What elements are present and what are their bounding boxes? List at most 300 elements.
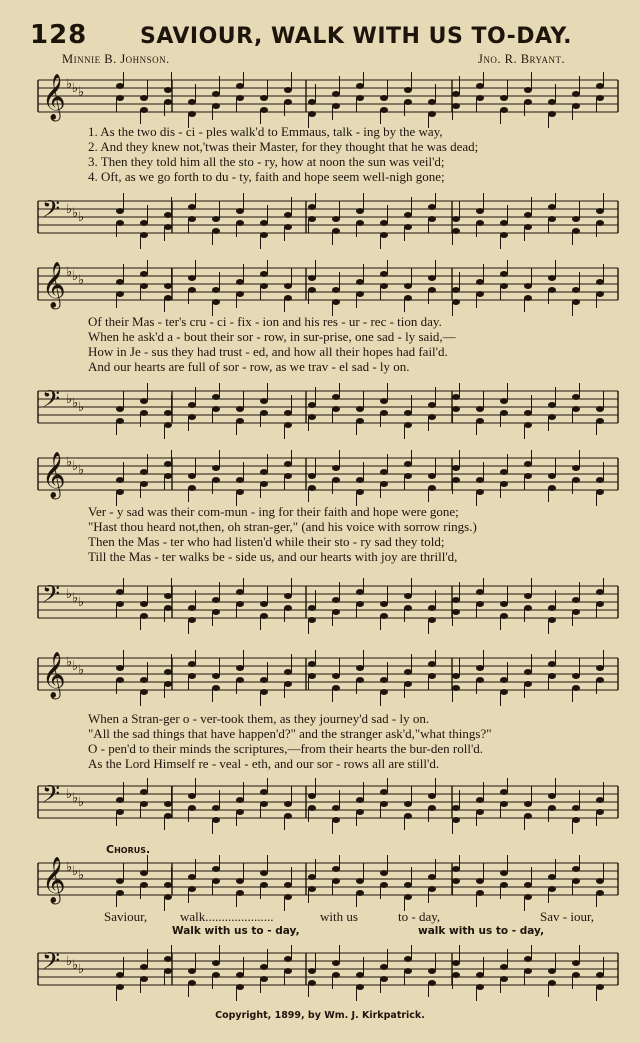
flat-icon: ♭ bbox=[72, 958, 79, 973]
note-head bbox=[404, 593, 412, 599]
note-head bbox=[116, 83, 124, 89]
note-head bbox=[500, 271, 508, 277]
note-head bbox=[356, 677, 364, 683]
note-head bbox=[188, 886, 196, 892]
note-head bbox=[380, 481, 388, 487]
flat-icon: ♭ bbox=[78, 663, 85, 678]
note-head bbox=[476, 220, 484, 226]
note-head bbox=[140, 271, 148, 277]
note-head bbox=[428, 473, 436, 479]
note-head bbox=[380, 271, 388, 277]
note-head bbox=[140, 964, 148, 970]
note-head bbox=[476, 279, 484, 285]
note-head bbox=[236, 809, 244, 815]
verse-line: 2. And they knew not,'twas their Master, for they thought that he was dead; bbox=[88, 139, 479, 154]
note-head bbox=[428, 886, 436, 892]
note-head bbox=[284, 669, 292, 675]
note-head bbox=[212, 477, 220, 483]
bass-staff-3 bbox=[0, 578, 640, 638]
flat-icon: ♭ bbox=[78, 273, 85, 288]
bass-clef-icon: 𝄢 bbox=[42, 580, 61, 613]
note-head bbox=[476, 95, 484, 101]
note-head bbox=[308, 793, 316, 799]
note-head bbox=[236, 95, 244, 101]
note-head bbox=[332, 465, 340, 471]
note-head bbox=[404, 212, 412, 218]
note-head bbox=[188, 414, 196, 420]
note-head bbox=[476, 83, 484, 89]
note-head bbox=[356, 418, 364, 424]
flat-icon: ♭ bbox=[66, 587, 73, 602]
note-head bbox=[284, 87, 292, 93]
note-head bbox=[140, 107, 148, 113]
note-head bbox=[572, 287, 580, 293]
note-head bbox=[236, 291, 244, 297]
note-head bbox=[500, 410, 508, 416]
note-head bbox=[164, 669, 172, 675]
note-head bbox=[140, 801, 148, 807]
bass-staff-1 bbox=[0, 193, 640, 253]
note-head bbox=[572, 394, 580, 400]
note-head bbox=[548, 473, 556, 479]
note-head bbox=[572, 465, 580, 471]
verse-line: O - pen'd to their minds the scriptures,—from their hearts the bur-den roll'd. bbox=[88, 741, 484, 756]
note-head bbox=[524, 473, 532, 479]
note-head bbox=[212, 394, 220, 400]
note-head bbox=[236, 477, 244, 483]
note-head bbox=[428, 617, 436, 623]
note-head bbox=[212, 960, 220, 966]
note-head bbox=[356, 220, 364, 226]
note-head bbox=[524, 669, 532, 675]
bass-clef-icon: 𝄢 bbox=[42, 385, 61, 418]
note-head bbox=[524, 801, 532, 807]
note-head bbox=[284, 681, 292, 687]
note-head bbox=[500, 220, 508, 226]
note-head bbox=[116, 489, 124, 495]
note-head bbox=[356, 972, 364, 978]
note-head bbox=[428, 793, 436, 799]
note-head bbox=[380, 107, 388, 113]
note-head bbox=[236, 83, 244, 89]
note-head bbox=[428, 968, 436, 974]
note-head bbox=[332, 817, 340, 823]
note-head bbox=[116, 601, 124, 607]
note-head bbox=[452, 299, 460, 305]
note-head bbox=[572, 228, 580, 234]
note-head bbox=[164, 882, 172, 888]
note-head bbox=[116, 809, 124, 815]
note-head bbox=[596, 95, 604, 101]
note-head bbox=[380, 601, 388, 607]
note-head bbox=[452, 805, 460, 811]
note-head bbox=[308, 485, 316, 491]
note-head bbox=[260, 870, 268, 876]
note-head bbox=[404, 894, 412, 900]
verse-line: Ver - y sad was their com-mun - ing for their faith and hope were gone; bbox=[88, 504, 459, 519]
note-head bbox=[284, 224, 292, 230]
note-head bbox=[404, 882, 412, 888]
note-head bbox=[596, 797, 604, 803]
note-head bbox=[452, 406, 460, 412]
note-head bbox=[140, 882, 148, 888]
note-head bbox=[116, 279, 124, 285]
note-head bbox=[500, 107, 508, 113]
note-head bbox=[284, 422, 292, 428]
note-head bbox=[188, 661, 196, 667]
note-head bbox=[356, 601, 364, 607]
note-head bbox=[332, 299, 340, 305]
note-head bbox=[428, 111, 436, 117]
note-head bbox=[212, 103, 220, 109]
note-head bbox=[452, 477, 460, 483]
note-head bbox=[596, 406, 604, 412]
note-head bbox=[452, 972, 460, 978]
note-head bbox=[452, 216, 460, 222]
note-head bbox=[332, 972, 340, 978]
bass-staff-2 bbox=[0, 383, 640, 443]
note-head bbox=[356, 208, 364, 214]
note-head bbox=[260, 398, 268, 404]
note-head bbox=[548, 673, 556, 679]
note-head bbox=[428, 402, 436, 408]
note-head bbox=[524, 593, 532, 599]
note-head bbox=[500, 882, 508, 888]
note-head bbox=[476, 589, 484, 595]
note-head bbox=[164, 605, 172, 611]
note-head bbox=[380, 964, 388, 970]
note-head bbox=[332, 673, 340, 679]
note-head bbox=[236, 220, 244, 226]
note-head bbox=[308, 886, 316, 892]
note-head bbox=[596, 677, 604, 683]
note-head bbox=[308, 968, 316, 974]
note-head bbox=[116, 95, 124, 101]
note-head bbox=[236, 972, 244, 978]
note-head bbox=[212, 878, 220, 884]
treble-staff-3 bbox=[0, 450, 640, 506]
note-head bbox=[572, 673, 580, 679]
note-head bbox=[548, 793, 556, 799]
note-head bbox=[236, 208, 244, 214]
note-head bbox=[404, 224, 412, 230]
note-head bbox=[380, 801, 388, 807]
note-head bbox=[404, 87, 412, 93]
note-head bbox=[140, 789, 148, 795]
note-head bbox=[500, 801, 508, 807]
note-head bbox=[284, 882, 292, 888]
note-head bbox=[236, 601, 244, 607]
note-head bbox=[140, 677, 148, 683]
note-head bbox=[476, 291, 484, 297]
flat-icon: ♭ bbox=[78, 400, 85, 415]
note-head bbox=[524, 968, 532, 974]
note-head bbox=[284, 99, 292, 105]
note-head bbox=[260, 789, 268, 795]
note-head bbox=[236, 797, 244, 803]
note-head bbox=[260, 689, 268, 695]
note-head bbox=[596, 601, 604, 607]
note-head bbox=[212, 216, 220, 222]
verse-line: Then the Mas - ter who had listen'd while their sto - ry sad they told; bbox=[88, 534, 445, 549]
note-head bbox=[284, 894, 292, 900]
note-head bbox=[116, 589, 124, 595]
note-head bbox=[356, 95, 364, 101]
note-head bbox=[596, 589, 604, 595]
note-head bbox=[500, 789, 508, 795]
note-head bbox=[524, 87, 532, 93]
note-head bbox=[476, 208, 484, 214]
note-head bbox=[212, 609, 220, 615]
note-head bbox=[308, 980, 316, 986]
note-head bbox=[116, 220, 124, 226]
note-head bbox=[428, 216, 436, 222]
note-head bbox=[164, 224, 172, 230]
note-head bbox=[476, 677, 484, 683]
note-head bbox=[140, 601, 148, 607]
note-head bbox=[332, 228, 340, 234]
note-head bbox=[188, 111, 196, 117]
note-head bbox=[356, 406, 364, 412]
treble-clef-icon: 𝄞 bbox=[42, 74, 66, 120]
note-head bbox=[140, 220, 148, 226]
note-head bbox=[116, 477, 124, 483]
note-head bbox=[572, 960, 580, 966]
treble-clef-icon: 𝄞 bbox=[42, 452, 66, 498]
note-head bbox=[332, 477, 340, 483]
note-head bbox=[572, 609, 580, 615]
note-head bbox=[308, 673, 316, 679]
flat-icon: ♭ bbox=[72, 864, 79, 879]
note-head bbox=[548, 485, 556, 491]
note-head bbox=[452, 960, 460, 966]
flat-icon: ♭ bbox=[66, 202, 73, 217]
note-head bbox=[404, 410, 412, 416]
flat-icon: ♭ bbox=[72, 591, 79, 606]
note-head bbox=[260, 964, 268, 970]
note-head bbox=[548, 605, 556, 611]
note-head bbox=[140, 870, 148, 876]
note-head bbox=[308, 617, 316, 623]
note-head bbox=[452, 597, 460, 603]
note-head bbox=[404, 801, 412, 807]
note-head bbox=[188, 275, 196, 281]
note-head bbox=[572, 972, 580, 978]
note-head bbox=[404, 956, 412, 962]
note-head bbox=[476, 418, 484, 424]
flat-icon: ♭ bbox=[72, 269, 79, 284]
note-head bbox=[428, 204, 436, 210]
note-head bbox=[380, 789, 388, 795]
flat-icon: ♭ bbox=[66, 860, 73, 875]
note-head bbox=[164, 968, 172, 974]
note-head bbox=[380, 870, 388, 876]
note-head bbox=[404, 813, 412, 819]
note-head bbox=[452, 228, 460, 234]
note-head bbox=[452, 878, 460, 884]
copyright-notice: Copyright, 1899, by Wm. J. Kirkpatrick. bbox=[215, 1010, 425, 1021]
note-head bbox=[356, 809, 364, 815]
note-head bbox=[116, 665, 124, 671]
note-head bbox=[524, 461, 532, 467]
note-head bbox=[404, 99, 412, 105]
note-head bbox=[524, 283, 532, 289]
note-head bbox=[164, 593, 172, 599]
note-head bbox=[428, 673, 436, 679]
note-head bbox=[428, 874, 436, 880]
note-head bbox=[212, 465, 220, 471]
note-head bbox=[500, 283, 508, 289]
chorus-word: Saviour, bbox=[104, 909, 148, 924]
note-head bbox=[428, 805, 436, 811]
note-head bbox=[308, 805, 316, 811]
note-head bbox=[260, 220, 268, 226]
note-head bbox=[476, 406, 484, 412]
verse-line: "All the sad things that have happen'd?" and the stranger ask'd,"what things?" bbox=[88, 726, 492, 741]
note-head bbox=[212, 228, 220, 234]
note-head bbox=[188, 980, 196, 986]
treble-clef-icon: 𝄞 bbox=[42, 652, 66, 698]
note-head bbox=[332, 685, 340, 691]
flat-icon: ♭ bbox=[78, 210, 85, 225]
treble-clef-icon: 𝄞 bbox=[42, 262, 66, 308]
note-head bbox=[140, 689, 148, 695]
note-head bbox=[356, 279, 364, 285]
note-head bbox=[356, 83, 364, 89]
note-head bbox=[116, 406, 124, 412]
note-head bbox=[404, 968, 412, 974]
note-head bbox=[284, 295, 292, 301]
note-head bbox=[428, 275, 436, 281]
note-head bbox=[548, 661, 556, 667]
note-head bbox=[428, 605, 436, 611]
note-head bbox=[212, 685, 220, 691]
flat-icon: ♭ bbox=[78, 595, 85, 610]
chorus-word: walk..................... bbox=[180, 909, 274, 924]
note-head bbox=[476, 984, 484, 990]
note-head bbox=[332, 406, 340, 412]
note-head bbox=[164, 461, 172, 467]
verse-line: When a Stran-ger o - ver-took them, as they journey'd sad - ly on. bbox=[88, 711, 430, 726]
note-head bbox=[524, 410, 532, 416]
note-head bbox=[140, 232, 148, 238]
note-head bbox=[236, 677, 244, 683]
note-head bbox=[308, 402, 316, 408]
note-head bbox=[500, 481, 508, 487]
note-head bbox=[452, 394, 460, 400]
note-head bbox=[548, 968, 556, 974]
note-head bbox=[380, 95, 388, 101]
note-head bbox=[164, 283, 172, 289]
flat-icon: ♭ bbox=[66, 265, 73, 280]
note-head bbox=[596, 477, 604, 483]
note-head bbox=[500, 677, 508, 683]
note-head bbox=[596, 878, 604, 884]
note-head bbox=[548, 874, 556, 880]
note-head bbox=[116, 677, 124, 683]
note-head bbox=[332, 394, 340, 400]
note-head bbox=[188, 793, 196, 799]
note-head bbox=[236, 665, 244, 671]
note-head bbox=[524, 212, 532, 218]
note-head bbox=[572, 477, 580, 483]
note-head bbox=[212, 817, 220, 823]
note-head bbox=[308, 99, 316, 105]
note-head bbox=[212, 972, 220, 978]
lyricist-credit: Minnie B. Johnson. bbox=[62, 52, 170, 66]
note-head bbox=[476, 665, 484, 671]
note-head bbox=[164, 212, 172, 218]
note-head bbox=[404, 681, 412, 687]
note-head bbox=[380, 232, 388, 238]
note-head bbox=[284, 212, 292, 218]
note-head bbox=[308, 414, 316, 420]
note-head bbox=[140, 95, 148, 101]
note-head bbox=[380, 677, 388, 683]
chorus-label: Chorus. bbox=[106, 843, 151, 856]
note-head bbox=[284, 605, 292, 611]
note-head bbox=[572, 817, 580, 823]
note-head bbox=[548, 980, 556, 986]
note-head bbox=[260, 95, 268, 101]
page-number: 128 bbox=[30, 20, 88, 50]
note-head bbox=[164, 681, 172, 687]
verse-line: Till the Mas - ter walks be - side us, and our hearts with joy are thrill'd, bbox=[88, 549, 458, 564]
note-head bbox=[524, 99, 532, 105]
flat-icon: ♭ bbox=[78, 85, 85, 100]
note-head bbox=[596, 291, 604, 297]
note-head bbox=[260, 677, 268, 683]
note-head bbox=[572, 878, 580, 884]
note-head bbox=[260, 882, 268, 888]
flat-icon: ♭ bbox=[78, 463, 85, 478]
note-head bbox=[428, 99, 436, 105]
note-head bbox=[572, 685, 580, 691]
note-head bbox=[404, 295, 412, 301]
note-head bbox=[380, 398, 388, 404]
flat-icon: ♭ bbox=[72, 206, 79, 221]
note-head bbox=[476, 797, 484, 803]
note-head bbox=[380, 469, 388, 475]
note-head bbox=[452, 465, 460, 471]
note-head bbox=[596, 984, 604, 990]
note-head bbox=[188, 204, 196, 210]
note-head bbox=[284, 593, 292, 599]
note-head bbox=[188, 402, 196, 408]
note-head bbox=[596, 972, 604, 978]
note-head bbox=[452, 287, 460, 293]
note-head bbox=[548, 99, 556, 105]
note-head bbox=[524, 224, 532, 230]
note-head bbox=[164, 956, 172, 962]
chorus-treble-staff bbox=[0, 855, 640, 911]
note-head bbox=[308, 275, 316, 281]
note-head bbox=[188, 605, 196, 611]
note-head bbox=[236, 418, 244, 424]
note-head bbox=[140, 469, 148, 475]
note-head bbox=[332, 805, 340, 811]
note-head bbox=[548, 402, 556, 408]
treble-staff-2 bbox=[0, 260, 640, 316]
note-head bbox=[596, 279, 604, 285]
note-head bbox=[140, 283, 148, 289]
note-head bbox=[500, 689, 508, 695]
note-head bbox=[380, 689, 388, 695]
note-head bbox=[212, 805, 220, 811]
note-head bbox=[236, 890, 244, 896]
note-head bbox=[308, 473, 316, 479]
note-head bbox=[500, 870, 508, 876]
